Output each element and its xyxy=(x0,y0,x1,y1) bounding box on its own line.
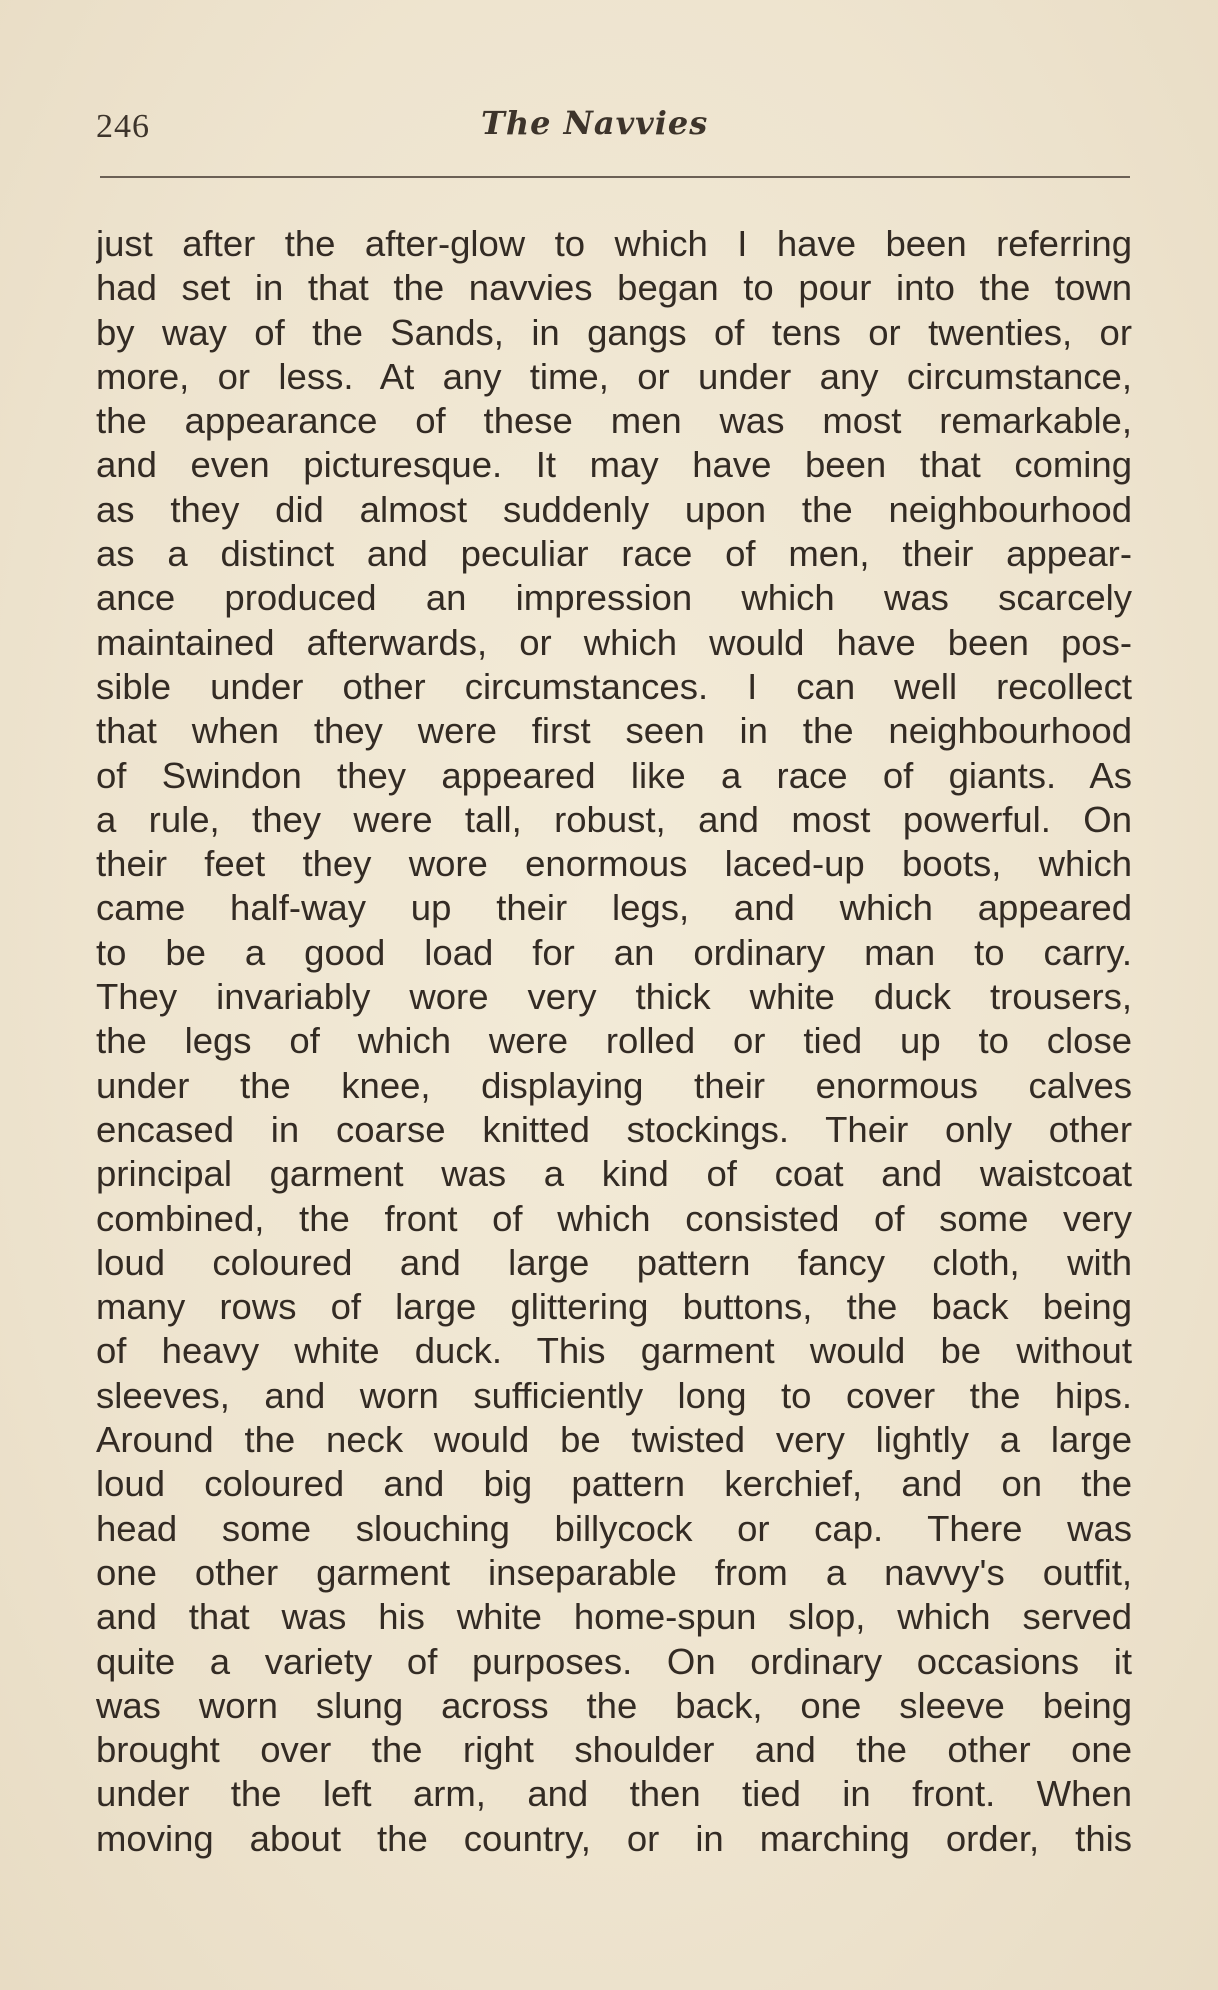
text-line: under the left arm, and then tied in front. When xyxy=(96,1773,1132,1815)
text-line: of heavy white duck. This garment would be without xyxy=(96,1330,1132,1372)
text-line: combined, the front of which consisted of some very xyxy=(96,1197,1132,1239)
text-line: loud coloured and big pattern kerchief, and on the xyxy=(96,1463,1132,1505)
text-line: one other garment inseparable from a navvy's outfit, xyxy=(96,1551,1132,1593)
text-line: to be a good load for an ordinary man to carry. xyxy=(96,931,1132,973)
text-line: by way of the Sands, in gangs of tens or twenties, or xyxy=(96,311,1132,353)
text-line: the legs of which were rolled or tied up to close xyxy=(96,1020,1132,1062)
text-line: as a distinct and peculiar race of men, their appear- xyxy=(96,533,1132,575)
text-line: under the knee, displaying their enormous calves xyxy=(96,1064,1132,1106)
text-line: ance produced an impression which was scarcely xyxy=(96,577,1132,619)
text-line: They invariably wore very thick white duck trousers, xyxy=(96,976,1132,1018)
text-line: and that was his white home-spun slop, which served xyxy=(96,1596,1132,1638)
text-line: quite a variety of purposes. On ordinary occasions it xyxy=(96,1640,1132,1682)
text-line: Around the neck would be twisted very lightly a large xyxy=(96,1419,1132,1461)
text-line: encased in coarse knitted stockings. Their only other xyxy=(96,1108,1132,1150)
text-line: as they did almost suddenly upon the neighbourhood xyxy=(96,488,1132,530)
text-line: principal garment was a kind of coat and waistcoat xyxy=(96,1153,1132,1195)
text-line: had set in that the navvies began to pour into the town xyxy=(96,267,1132,309)
text-line: the appearance of these men was most remarkable, xyxy=(96,400,1132,442)
running-head xyxy=(96,104,1130,154)
page-number: 246 xyxy=(96,108,150,145)
text-line: just after the after-glow to which I have been referring xyxy=(96,223,1132,264)
text-line: sible under other circumstances. I can well recollect xyxy=(96,665,1132,707)
running-title: The Navvies xyxy=(481,104,709,142)
text-line: more, or less. At any time, or under any circumstance, xyxy=(96,355,1132,397)
text-line: came half-way up their legs, and which appeared xyxy=(96,887,1132,929)
text-line: and even picturesque. It may have been that coming xyxy=(96,444,1132,486)
text-line: moving about the country, or in marching order, this xyxy=(96,1817,1132,1859)
text-line: loud coloured and large pattern fancy cloth, with xyxy=(96,1241,1132,1283)
text-line: head some slouching billycock or cap. There was xyxy=(96,1507,1132,1549)
body-text xyxy=(96,222,1132,1861)
text-line: was worn slung across the back, one sleeve being xyxy=(96,1684,1132,1726)
text-line: their feet they wore enormous laced-up boots, which xyxy=(96,843,1132,885)
text-line: a rule, they were tall, robust, and most powerful. On xyxy=(96,798,1132,840)
text-line: of Swindon they appeared like a race of giants. As xyxy=(96,754,1132,796)
text-line: brought over the right shoulder and the other one xyxy=(96,1729,1132,1771)
text-line: many rows of large glittering buttons, the back being xyxy=(96,1286,1132,1328)
header-rule xyxy=(100,176,1130,178)
text-line: maintained afterwards, or which would have been pos- xyxy=(96,621,1132,663)
text-line: that when they were first seen in the neighbourhood xyxy=(96,710,1132,752)
text-line: sleeves, and worn sufficiently long to cover the hips. xyxy=(96,1374,1132,1416)
